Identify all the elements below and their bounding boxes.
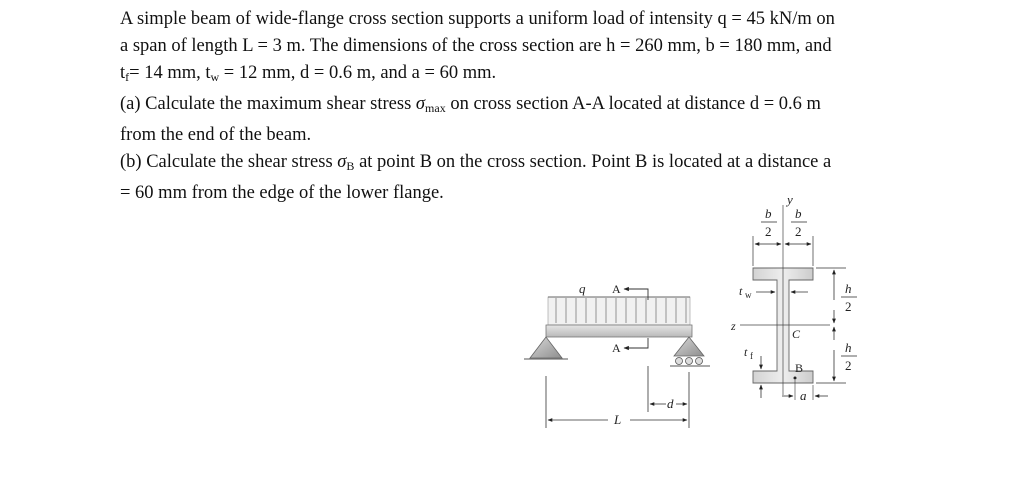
h-denominator-bottom: 2 xyxy=(845,358,852,373)
beam-body xyxy=(546,325,692,337)
b-half-left xyxy=(761,206,777,239)
tw-main: t xyxy=(739,284,743,298)
sigma-symbol: σ xyxy=(415,94,426,114)
tf-value: = 14 mm, t xyxy=(129,63,211,83)
sigma-max-subscript: max xyxy=(425,101,446,115)
problem-line-2: a span of length L = 3 m. The dimensions of the cross section are h = 260 mm, b = 180 mm, and xyxy=(120,36,832,56)
centroid-label: C xyxy=(792,327,801,341)
h-numerator-bottom: h xyxy=(845,340,852,355)
b-half-right xyxy=(791,206,807,239)
problem-line-1: A simple beam of wide-flange cross section supports a uniform load of intensity q = 45 kN/m on xyxy=(120,9,835,29)
sigma-b-symbol: σ xyxy=(337,152,347,172)
roller-support xyxy=(670,337,710,366)
span-l-label: L xyxy=(614,412,622,427)
a-distance-label: a xyxy=(800,388,807,403)
tf-symbol: t xyxy=(120,63,126,83)
b-denominator-right: 2 xyxy=(795,224,802,239)
cross-section-diagram xyxy=(730,192,857,403)
part-b-text-start: (b) Calculate the shear stress xyxy=(120,152,338,172)
tw-sub: w xyxy=(745,290,752,300)
distance-d-label: d xyxy=(667,396,674,411)
load-label: q xyxy=(579,281,586,296)
pin-support xyxy=(524,337,568,359)
b-numerator-right: b xyxy=(795,206,802,221)
h-half-top xyxy=(841,281,857,314)
b-numerator-left: b xyxy=(765,206,772,221)
part-b-text-end: at point B on the cross section. Point B is located at a distance a xyxy=(354,152,832,172)
dimensions-tail: = 12 mm, d = 0.6 m, and a = 60 mm. xyxy=(219,63,497,83)
h-denominator-top: 2 xyxy=(845,299,852,314)
tf-subscript: f xyxy=(125,70,130,84)
web-thickness-label xyxy=(739,284,752,300)
z-axis-label: z xyxy=(731,319,736,333)
h-numerator-top: h xyxy=(845,281,852,296)
part-a-text-end: on cross section A-A located at distance d = 0.6 m xyxy=(445,94,821,114)
beam-diagram xyxy=(524,281,710,428)
part-a-line-2: from the end of the beam. xyxy=(120,125,312,145)
part-a-text-start: (a) Calculate the maximum shear stress xyxy=(120,94,416,114)
h-half-bottom xyxy=(841,340,857,373)
flange-thickness-label xyxy=(744,345,753,361)
point-b-marker xyxy=(794,377,797,380)
y-axis-label: y xyxy=(787,192,793,207)
tw-subscript: w xyxy=(210,70,220,84)
part-b-line-2: = 60 mm from the edge of the lower flange. xyxy=(120,183,444,203)
section-label-bottom: A xyxy=(612,341,621,355)
tf-main: t xyxy=(744,345,748,359)
tf-sub: f xyxy=(750,351,753,361)
section-label-top: A xyxy=(612,282,621,296)
distributed-load xyxy=(548,297,690,325)
b-denominator-left: 2 xyxy=(765,224,772,239)
sigma-b-subscript: B xyxy=(346,159,355,173)
point-b-label: B xyxy=(795,361,804,375)
